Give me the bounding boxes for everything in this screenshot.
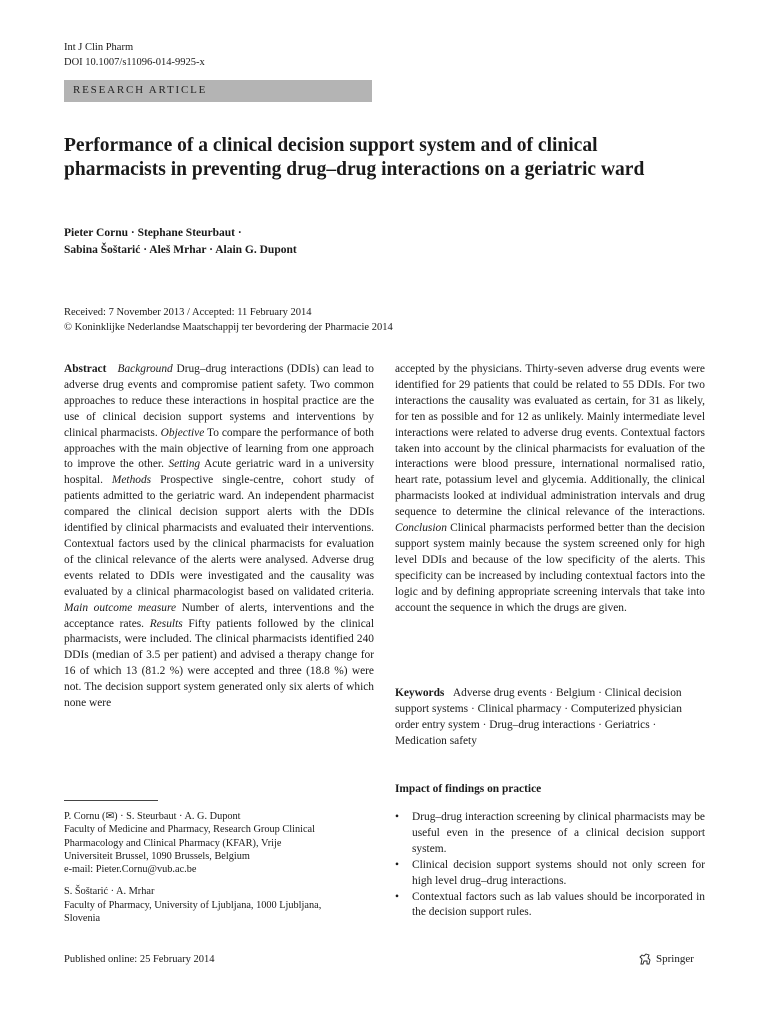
affiliation-1 [64,810,374,876]
author-list [64,225,664,259]
keywords-label: Keywords [395,687,445,699]
affiliation-2 [64,885,374,925]
copyright: © Koninklijke Nederlandse Maatschappij ter bevordering der Pharmacie 2014 [64,322,393,333]
keywords-block [395,686,705,750]
footnote-divider [64,800,158,801]
abstract-label: Abstract [64,363,107,375]
outcome-label: Main outcome measure [64,601,177,614]
publisher-name: Springer [656,953,694,965]
results-text: Fifty patients followed by the clinical pharmacists, were included. The clinical pharmacists identified 240 DDIs (median of 3.5 per patient) and advised a therapy change for 16 of which 13 (81.2 %) were accepted and three (18.8 %) were not. The decision support system generated only six alerts of which none were [64,617,374,710]
keywords-text: Adverse drug events · Belgium · Clinical decision support systems · Clinical pharmacy · Computerized physician order entry system · Drug–drug interactions · Geriatrics · Medication safety [395,687,682,747]
abstract-right-column [395,362,705,617]
impact-list [395,810,705,921]
methods-text: Prospective single-centre, cohort study of patients admitted to the geriatric ward. An independent pharmacist compared the clinical decision support alerts with the DDIs identified by clinical pharmacists and evaluated their interventions. Contextual factors used by the clinical pharmacists for evaluation of the clinical relevance of the alerts were analysed. Adverse drug events related to DDIs were investigated and the causality was evaluated by a clinical pharmacologist based on validated criteria. [64,474,375,598]
doi: DOI 10.1007/s11096-014-9925-x [64,57,205,68]
bullet-icon: • [395,890,399,903]
author-line-1: Pieter Cornu · Stephane Steurbaut · [64,227,242,239]
affiliation-2-line: Faculty of Pharmacy, University of Ljubljana, 1000 Ljubljana, [64,899,322,911]
author-line-2: Sabina Šoštarić · Aleš Mrhar · Alain G. Dupont [64,244,297,256]
objective-label: Objective [160,426,205,439]
affiliation-2-names: S. Šoštarić · A. Mrhar [64,886,155,898]
background-text: Drug–drug interactions (DDIs) can lead to adverse drug events and compromise patient safety. Two common approaches to reduce these interactions in hospital practice are the use of clinical decision support systems and interventions by clinical pharmacists. [64,363,374,439]
impact-item-text: Clinical decision support systems should not only screen for high level drug–drug interactions. [412,858,705,887]
impact-heading: Impact of findings on practice [395,783,542,795]
article-title: Performance of a clinical decision support system and of clinical pharmacists in preventing drug–drug interactions on a geriatric ward [64,135,645,180]
received-accepted: Received: 7 November 2013 / Accepted: 11 February 2014 [64,307,312,318]
article-type-banner [64,80,372,102]
bullet-icon: • [395,858,399,871]
abstract-left-column [64,362,374,712]
affiliation-1-line: Faculty of Medicine and Pharmacy, Research Group Clinical [64,824,315,836]
methods-label: Methods [111,474,152,487]
setting-label: Setting [168,458,201,471]
affiliation-1-line: Universiteit Brussel, 1090 Brussels, Belgium [64,850,250,862]
results-continued: accepted by the physicians. Thirty-seven adverse drug events were identified for 29 patients that could be related to 55 DDIs. For two interactions the causality was evaluated as certain, for 31 as likely, for ten as possible and for 12 as unlikely. Mainly intermediate level interactions were related to adverse drug events. Contextual factors taken into account by the clinical pharmacists for evaluation of the interactions were blood pressure, international normalised ratio, heart rate, potassium level and glycemia. Additionally, the clinical pharmacists looked at individual administration intervals and drug sequence to determine the clinical relevance of the interactions. [395,363,705,519]
author-email[interactable]: e-mail: Pieter.Cornu@vub.ac.be [64,864,197,876]
dates-block [64,305,704,335]
bullet-icon: • [395,811,399,823]
affiliations [64,810,374,934]
conclusion-label: Conclusion [395,522,447,535]
list-item [395,890,705,922]
publisher-logo [638,952,694,966]
objective-text: To compare the performance of both approaches with the main objective of learning from one approach to improve the other. [64,426,374,471]
background-label: Background [117,363,173,375]
springer-horse-icon [638,952,652,966]
affiliation-2-line: Slovenia [64,913,101,925]
affiliation-1-line: Pharmacology and Clinical Pharmacy (KFAR), Vrije [64,837,282,849]
list-item [395,810,705,858]
outcome-text: Number of alerts, interventions and the acceptance rates. [64,601,374,630]
setting-text: Acute geriatric ward in a university hospital. [64,458,375,487]
journal-header [64,40,205,70]
affiliation-1-names: P. Cornu (✉) · S. Steurbaut · A. G. Dupont [64,811,241,822]
list-item [395,858,705,890]
article-type: RESEARCH ARTICLE [73,84,208,96]
published-online: Published online: 25 February 2014 [64,954,215,965]
conclusion-text: Clinical pharmacists performed better than the decision support system mainly because the system screened only for high level DDIs and because of the low specificity of the alerts. This specificity can be increased by including contextual factors into the logic and by defining appropriate screening intervals that take into account the sequence in which the drugs are given. [395,522,705,614]
results-label: Results [149,617,183,630]
impact-item-text: Contextual factors such as lab values should be incorporated in the decision support rules. [412,890,705,919]
journal-name: Int J Clin Pharm [64,42,134,53]
impact-item-text: Drug–drug interaction screening by clinical pharmacists may be useful even in the presence of a clinical decision support system. [412,811,705,855]
